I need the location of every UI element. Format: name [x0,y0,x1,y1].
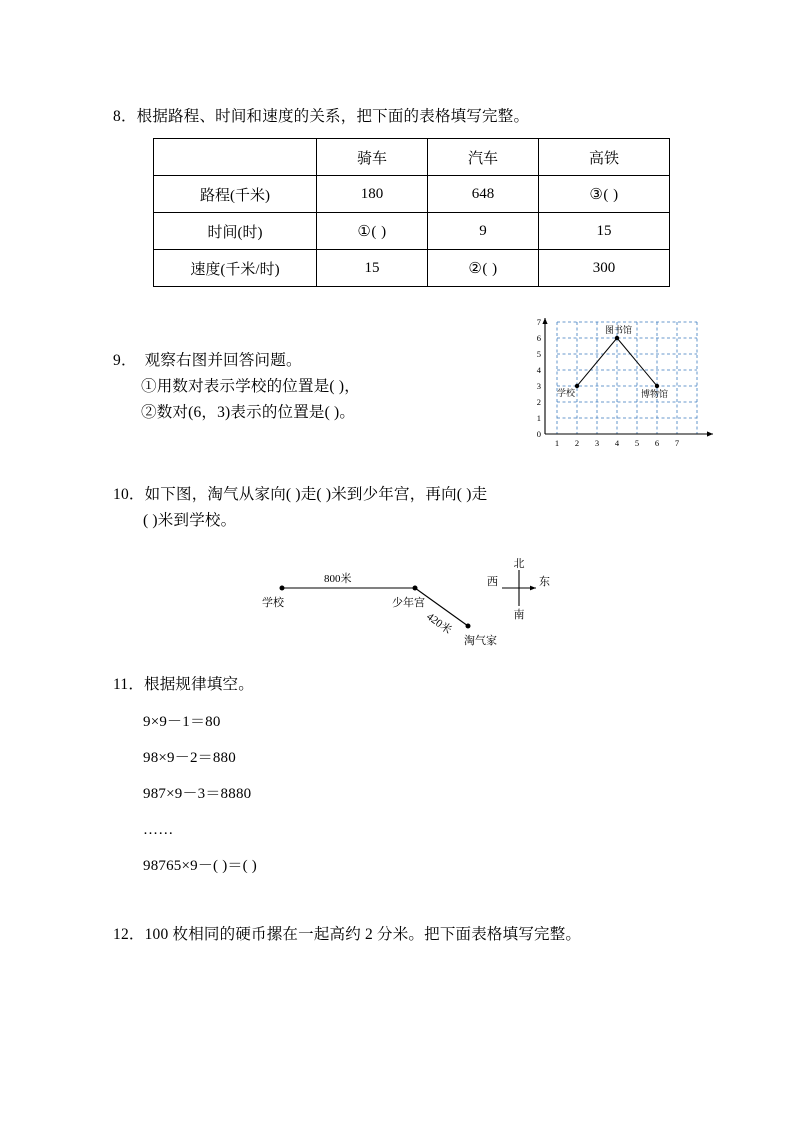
label-west: 西 [487,576,498,588]
table-header-cell: 高铁 [539,139,670,176]
svg-text:3: 3 [536,381,541,391]
svg-text:3: 3 [594,438,600,448]
table-cell: 路程(千米) [154,176,317,213]
svg-text:4: 4 [536,365,541,375]
svg-text:7: 7 [536,317,541,327]
question-12 [113,922,733,948]
question-12-text: 100 枚相同的硬币摞在一起高约 2 分米。把下面表格填写完整。 [144,926,582,943]
question-11-number: 11． [113,676,145,693]
point-label-school: 学校 [557,388,576,398]
table-header-cell: 骑车 [317,139,428,176]
svg-text:5: 5 [634,438,640,448]
table-row [154,213,670,250]
svg-text:1: 1 [554,438,560,448]
map-diagram-svg [240,556,560,666]
question-11 [113,672,713,884]
question-8-number: 8． [113,108,137,125]
table-cell-blank[interactable]: ②( ) [428,250,539,287]
svg-text:1: 1 [536,413,541,423]
table-cell: 时间(时) [154,213,317,250]
label-south: 南 [513,609,525,621]
table-header-cell: 汽车 [428,139,539,176]
svg-text:7: 7 [674,438,680,448]
point-label-library: 图书馆 [605,325,633,335]
label-north: 北 [513,558,525,570]
table-row [154,250,670,287]
question-10-number: 10． [113,486,145,503]
table-cell-blank[interactable]: ③( ) [539,176,670,213]
table-cell-blank[interactable]: ①( ) [317,213,428,250]
question-11-text: 根据规律填空。 [144,676,254,693]
label-school: 学校 [262,597,284,609]
label-home: 淘气家 [464,635,497,647]
question-9-text: 观察右图并回答问题。 [144,352,302,369]
svg-text:6: 6 [536,333,541,343]
question-9-number: 9． [113,352,137,369]
table-header-cell [154,139,317,176]
table-cell: 15 [539,213,670,250]
question-9-line [113,348,533,374]
svg-text:6: 6 [654,438,660,448]
question-9-sub2[interactable]: ②数对(6，3)表示的位置是( )。 [141,404,356,421]
table-cell: 速度(千米/时) [154,250,317,287]
pattern-line-2: 98×9－2＝880 [143,750,236,766]
table-cell: 15 [317,250,428,287]
pattern-line-ellipsis: …… [143,822,174,838]
pattern-line-3: 987×9－3＝8880 [143,786,252,802]
question-10-figure [240,556,560,666]
question-11-items [143,704,713,884]
question-9-figure [527,312,727,460]
question-8-text: 根据路程、时间和速度的关系，把下面的表格填写完整。 [136,108,530,125]
point-label-museum: 博物馆 [641,389,669,399]
label-distance-800: 800米 [324,573,352,585]
svg-text:0: 0 [536,429,541,439]
question-10-line1-text: 如下图，淘气从家向( )走( )米到少年宫，再向( )走 [144,486,488,503]
table-row [154,176,670,213]
svg-text:4: 4 [614,438,620,448]
table-cell: 180 [317,176,428,213]
pattern-line-1: 9×9－1＝80 [143,714,221,730]
question-10-line2[interactable]: ( )米到学校。 [143,512,237,529]
question-12-number: 12． [113,926,145,943]
svg-text:2: 2 [536,397,541,407]
label-youth-center: 少年宫 [392,597,425,609]
table-cell: 648 [428,176,539,213]
label-east: 东 [539,576,550,588]
question-10-line1[interactable] [113,482,713,508]
label-distance-420: 420米 [424,610,454,637]
table-cell: 9 [428,213,539,250]
svg-text:5: 5 [536,349,541,359]
question-9 [113,348,533,426]
question-11-heading [113,672,713,698]
pattern-line-blank[interactable]: 98765×9－( )＝( ) [143,858,257,874]
question-8 [113,104,713,130]
question-8-table [153,138,670,287]
table-row [154,139,670,176]
table-cell: 300 [539,250,670,287]
question-9-sub1[interactable]: ①用数对表示学校的位置是( )， [141,378,360,395]
coordinate-grid-svg [527,312,727,460]
svg-text:2: 2 [574,438,580,448]
question-10 [113,482,713,534]
